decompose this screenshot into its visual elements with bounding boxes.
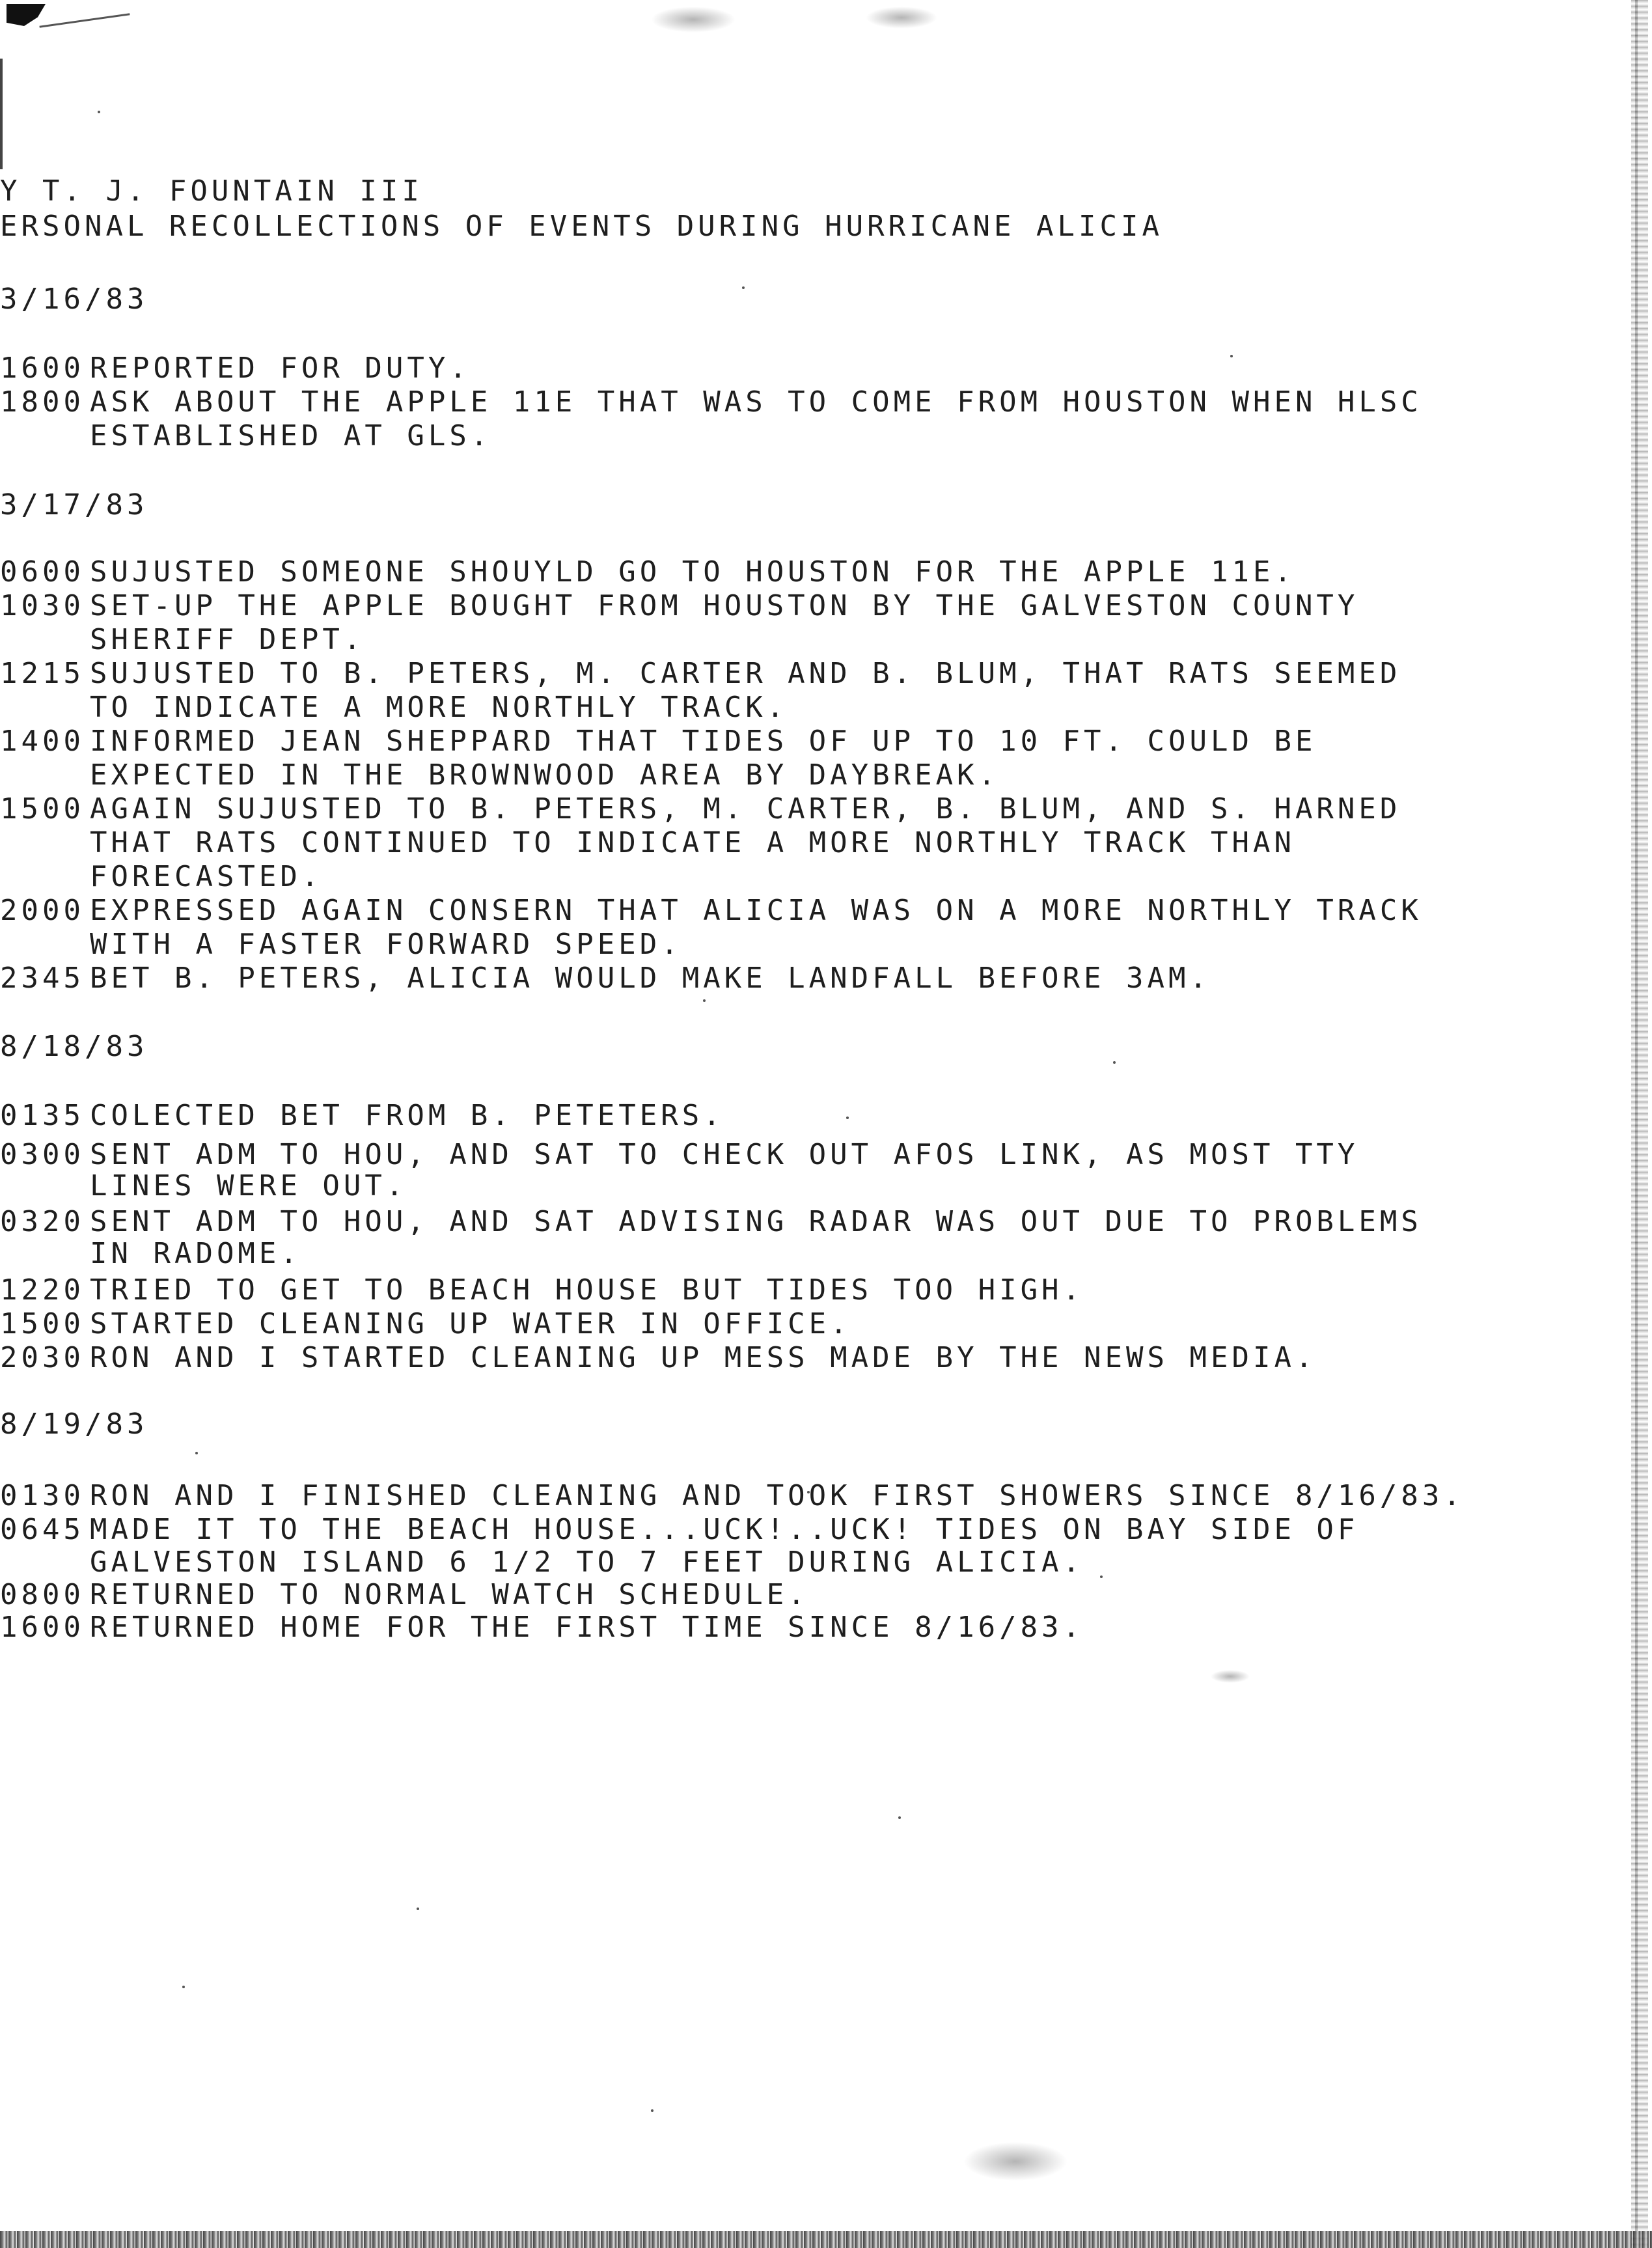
scan-corner-mark — [7, 4, 46, 26]
scan-speck — [1230, 355, 1233, 357]
log-entry — [0, 725, 1316, 758]
entry-text-continuation: ESTABLISHED AT GLS. — [90, 419, 492, 452]
entry-text-continuation: LINES WERE OUT. — [90, 1169, 407, 1202]
entry-text: ASK ABOUT THE APPLE 11E THAT WAS TO COME FROM HOUSTON WHEN HLSC — [90, 385, 1422, 419]
entry-text: RETURNED HOME FOR THE FIRST TIME SINCE 8/16/83. — [90, 1611, 1084, 1644]
scan-right-edge-noise — [1631, 0, 1648, 2248]
day-date: 3/17/83 — [0, 488, 148, 521]
entry-time: 1030 — [0, 589, 85, 622]
scan-smudge — [651, 7, 736, 33]
entry-text: SENT ADM TO HOU, AND SAT ADVISING RADAR WAS OUT DUE TO PROBLEMS — [90, 1205, 1422, 1238]
log-entry — [0, 792, 1401, 826]
entry-time: 2345 — [0, 962, 85, 995]
scan-scratch — [39, 13, 130, 27]
entry-time: 0300 — [0, 1138, 85, 1171]
log-entry — [0, 1205, 1422, 1239]
entry-time: 1500 — [0, 1307, 85, 1340]
entry-time: 0320 — [0, 1205, 85, 1238]
log-entry — [0, 589, 1358, 623]
log-entry — [0, 894, 1422, 928]
log-entry — [0, 1479, 1465, 1513]
entry-text: AGAIN SUJUSTED TO B. PETERS, M. CARTER, B. BLUM, AND S. HARNED — [90, 792, 1401, 826]
entry-text: MADE IT TO THE BEACH HOUSE...UCK!..UCK! TIDES ON BAY SIDE OF — [90, 1513, 1359, 1546]
entry-text: RON AND I FINISHED CLEANING AND TOOK FIRST SHOWERS SINCE 8/16/83. — [90, 1479, 1465, 1512]
scan-speck — [1113, 1061, 1116, 1064]
entry-text: RETURNED TO NORMAL WATCH SCHEDULE. — [90, 1578, 809, 1611]
day-date: 8/19/83 — [0, 1408, 148, 1441]
log-entry — [0, 1307, 851, 1341]
entry-time: 0645 — [0, 1513, 85, 1546]
entry-text: RON AND I STARTED CLEANING UP MESS MADE BY THE NEWS MEDIA. — [90, 1341, 1317, 1374]
day-date: 3/16/83 — [0, 283, 148, 316]
log-entry — [0, 1611, 1084, 1644]
entry-time: 2000 — [0, 894, 85, 927]
entry-text-continuation: FORECASTED. — [90, 860, 323, 893]
scan-smudge — [1211, 1670, 1250, 1683]
entry-text: REPORTED FOR DUTY. — [90, 352, 471, 385]
entry-text-continuation: GALVESTON ISLAND 6 1/2 TO 7 FEET DURING ALICIA. — [90, 1546, 1084, 1579]
day-date: 8/18/83 — [0, 1030, 148, 1063]
scan-speck — [742, 286, 745, 289]
entry-text: SET-UP THE APPLE BOUGHT FROM HOUSTON BY THE GALVESTON COUNTY — [90, 589, 1359, 622]
scan-speck — [1100, 1575, 1103, 1578]
entry-time: 0600 — [0, 555, 85, 589]
entry-time: 1600 — [0, 1611, 85, 1644]
log-entry — [0, 657, 1401, 691]
entry-text-continuation: EXPECTED IN THE BROWNWOOD AREA BY DAYBREAK. — [90, 758, 1000, 792]
entry-time: 1500 — [0, 792, 85, 826]
log-entry — [0, 1341, 1316, 1375]
entry-time: 1215 — [0, 657, 85, 690]
scan-speck — [182, 1986, 185, 1988]
entry-text-continuation: TO INDICATE A MORE NORTHLY TRACK. — [90, 691, 788, 724]
entry-time: 0135 — [0, 1099, 85, 1132]
entry-text: COLECTED BET FROM B. PETETERS. — [90, 1099, 724, 1132]
entry-text: SENT ADM TO HOU, AND SAT TO CHECK OUT AFOS LINK, AS MOST TTY — [90, 1138, 1359, 1171]
scan-speck — [846, 1117, 849, 1119]
scan-left-rule — [0, 59, 3, 169]
entry-text: TRIED TO GET TO BEACH HOUSE BUT TIDES TOO HIGH. — [90, 1273, 1084, 1307]
scan-speck — [98, 111, 100, 113]
scan-speck — [898, 1816, 901, 1819]
entry-time: 2030 — [0, 1341, 85, 1374]
log-entry — [0, 1578, 809, 1612]
entry-text: SUJUSTED SOMEONE SHOUYLD GO TO HOUSTON FOR THE APPLE 11E. — [90, 555, 1295, 589]
entry-time: 1800 — [0, 385, 85, 419]
log-entry — [0, 352, 471, 385]
log-entry — [0, 385, 1422, 419]
entry-text-continuation: SHERIFF DEPT. — [90, 623, 365, 656]
log-entry — [0, 962, 1211, 995]
log-entry — [0, 1273, 1084, 1307]
scan-smudge — [866, 7, 937, 29]
entry-text: BET B. PETERS, ALICIA WOULD MAKE LANDFALL BEFORE 3AM. — [90, 962, 1211, 995]
log-entry — [0, 555, 1295, 589]
entry-time: 1220 — [0, 1273, 85, 1307]
entry-time: 1400 — [0, 725, 85, 758]
document-author: Y T. J. FOUNTAIN III — [0, 174, 423, 208]
entry-text-continuation: IN RADOME. — [90, 1237, 301, 1270]
entry-text: STARTED CLEANING UP WATER IN OFFICE. — [90, 1307, 851, 1340]
scan-speck — [703, 999, 706, 1002]
scan-speck — [417, 1908, 419, 1910]
entry-time: 0800 — [0, 1578, 85, 1611]
entry-text: EXPRESSED AGAIN CONSERN THAT ALICIA WAS ON A MORE NORTHLY TRACK — [90, 894, 1422, 927]
scan-bottom-edge-noise — [0, 2231, 1652, 2248]
log-entry — [0, 1099, 724, 1133]
entry-text-continuation: WITH A FASTER FORWARD SPEED. — [90, 928, 682, 961]
entry-time: 1600 — [0, 352, 85, 385]
log-entry — [0, 1513, 1358, 1547]
entry-text: SUJUSTED TO B. PETERS, M. CARTER AND B. BLUM, THAT RATS SEEMED — [90, 657, 1401, 690]
scan-speck — [195, 1452, 198, 1454]
entry-time: 0130 — [0, 1479, 85, 1512]
entry-text: INFORMED JEAN SHEPPARD THAT TIDES OF UP TO 10 FT. COULD BE — [90, 725, 1317, 758]
document-title: ERSONAL RECOLLECTIONS OF EVENTS DURING HURRICANE ALICIA — [0, 210, 1163, 243]
scan-smudge — [963, 2142, 1067, 2181]
scan-speck — [651, 2109, 654, 2112]
entry-text-continuation: THAT RATS CONTINUED TO INDICATE A MORE NORTHLY TRACK THAN — [90, 826, 1295, 859]
log-entry — [0, 1138, 1358, 1172]
